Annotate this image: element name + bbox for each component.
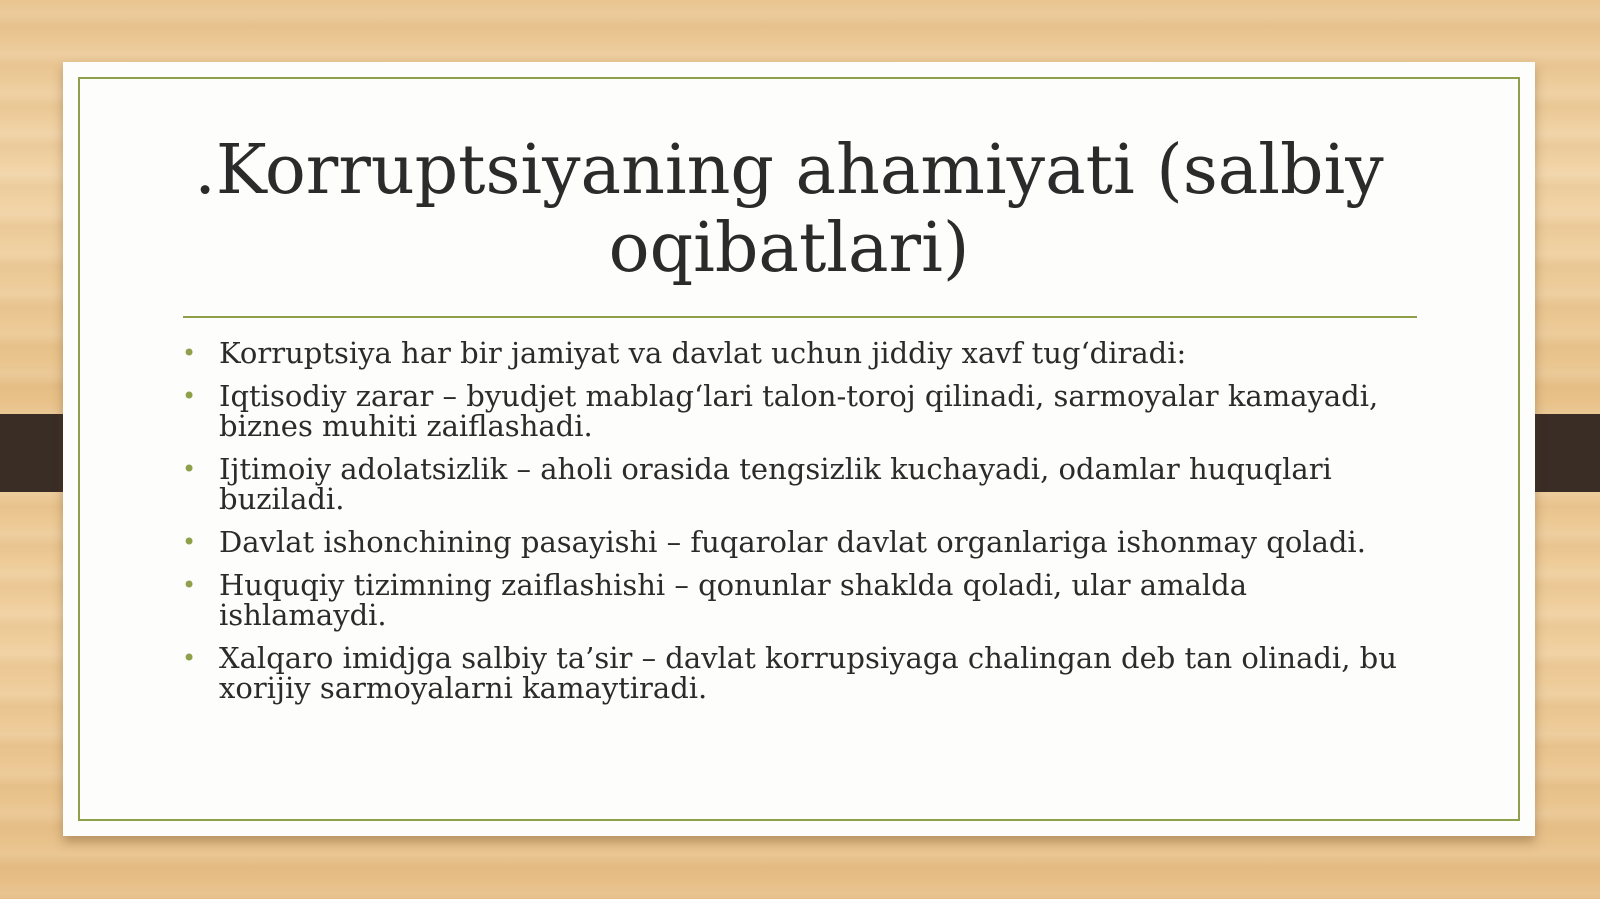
bullet-dot-icon: • <box>182 455 197 483</box>
bullet-list <box>179 338 1419 716</box>
bullet-text: Xalqaro imidjga salbiy ta’sir – davlat korrupsiyaga chalingan deb tan olinadi, bu xorijiy sarmoyalarni kamaytiradi. <box>219 641 1397 705</box>
slide-title: .Korruptsiyaning ahamiyati (salbiy oqibatlari) <box>194 131 1384 288</box>
bullet-dot-icon: • <box>182 382 197 410</box>
bullet-text: Ijtimoiy adolatsizlik – aholi orasida tengsizlik kuchayadi, odamlar huquqlari buziladi. <box>219 452 1332 516</box>
bullet-text: Korruptsiya har bir jamiyat va davlat uchun jiddiy xavf tug‘diradi: <box>219 336 1187 370</box>
bullet-dot-icon: • <box>182 339 197 367</box>
bullet-item <box>179 338 1419 368</box>
bullet-item <box>179 570 1419 630</box>
bullet-dot-icon: • <box>182 571 197 599</box>
bullet-text: Iqtisodiy zarar – byudjet mablag‘lari talon-toroj qilinadi, sarmoyalar kamayadi, biznes muhiti zaiflashadi. <box>219 379 1379 443</box>
bullet-item <box>179 527 1419 557</box>
bullet-dot-icon: • <box>182 644 197 672</box>
bullet-item <box>179 643 1419 703</box>
slide-card <box>63 62 1535 836</box>
bullet-item <box>179 381 1419 441</box>
bullet-item <box>179 454 1419 514</box>
bullet-text: Huquqiy tizimning zaiflashishi – qonunlar shaklda qoladi, ular amalda ishlamaydi. <box>219 568 1247 632</box>
bullet-dot-icon: • <box>182 528 197 556</box>
title-divider <box>183 316 1417 318</box>
bullet-text: Davlat ishonchining pasayishi – fuqarolar davlat organlariga ishonmay qoladi. <box>219 525 1366 559</box>
